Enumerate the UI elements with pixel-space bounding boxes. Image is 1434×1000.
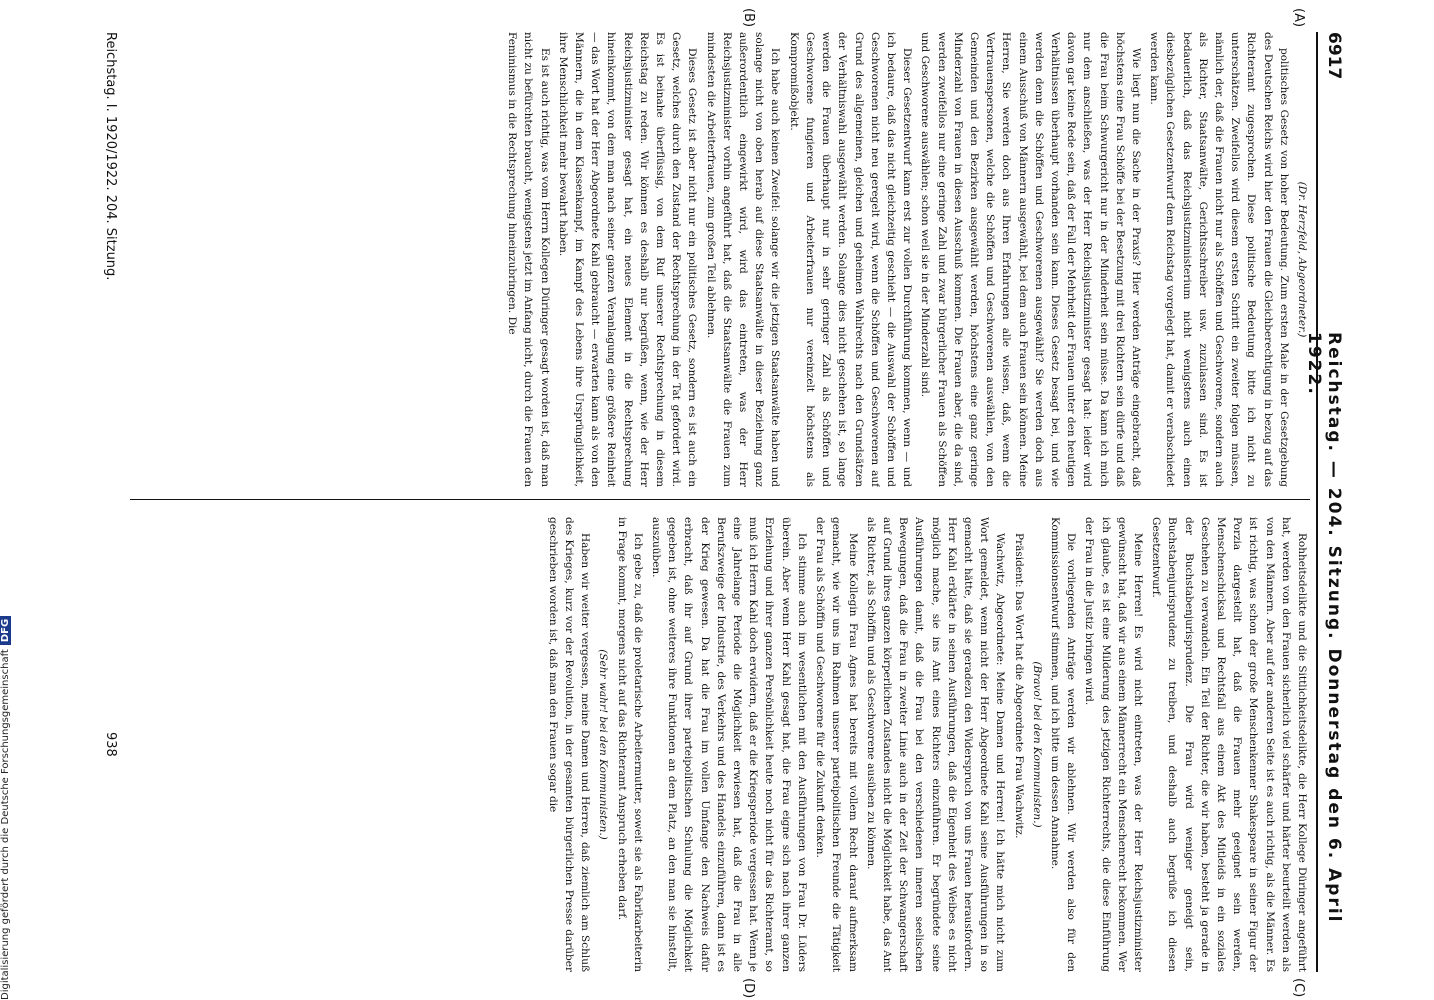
credit-text: Digitalisierung gefördert durch die Deutsche Forschungsgemeinschaft [0,649,11,1000]
applause-note: (Sehr wahr! bei den Kommunisten.) [597,649,610,840]
paragraph: Dieses Gesetz ist aber nicht nur ein politisches Gesetz, sondern es ist auch ein Gesetz, welches durch den Zustand der Rechtsprechung in der Tat gefordert wird. Es ist beinahe überflüssig, von dem Ruf unserer Rechtsprechung in diesem Reichstag zu reden. Wir können es deshalb nur begrüßen, wenn, wie der Herr Reichsjustizminister gesagt hat, ein neues Element in die Rechtsprechung hineinkommt, von dem man nach seiner ganzen Veranlagung eine größere Reinheit — das Wort hat der Herr Abgeordnete Kahl gebraucht — erwarten kann als von den Männern, die in dem Klassenkampf, im Kampf des Lebens ihre Ursprünglichkeit, ihre Menschlichkeit mehr bewahrt haben. [556,32,699,487]
paragraph: Dieser Gesetzentwurf kann erst zur vollen Durchführung kommen, wenn — und ich bedaure, daß das nicht gleichzeitig geschieht — die Auswahl der Schöffen und Geschworenen nicht neu geregelt wird, wenn die Schöffen und Geschworenen auf Grund des allgemeinen, gleichen und geheimen Wahlrechts nach den Grundsätzen der Verhältniswahl ausgewählt werden. Solange dies nicht geschehen ist, so lange werden die Frauen überhaupt nur in sehr geringer Zahl als Schöffen und Geschworene fungieren und Arbeiterfrauen nur vereinzelt höchstens als Kompromißobjekt. [787,32,914,487]
paragraph: Meine Herren! Es wird nicht eintreten, was der Herr Reichsjustizminister gewünscht hat, daß wir aus einem Männerrecht ein Menschenrecht bekommen. Wer ich glaube, es ist eine Milderung des jetzigen Richterrechts, die diese Einführung der Frau in die Justiz bringen wird. [1083,517,1144,972]
header-title: Reichstag. — 204. Sitzung. Donnerstag den 6. April 1922. [1304,332,1344,924]
left-column [130,32,1310,487]
paragraph: Rohheitsdelikte und die Sittlichkeitsdelikte, die Herr Kollege Düringer angeführt hat, werden von den Frauen sicherlich viel schärfer und härter beurteilt werden als von den Männern. Aber auf der anderen Seite ist es auch richtig, als die Männer. Es ist richtig, was schon der große Menschenkenner Shakespeare in seiner Figur der Porzia dargestellt hat, daß die Frauen mehr geeignet sein werden, Menschenschicksal und Rechtsfall aus einem Akt des Mitleids in ein soziales Geschehen zu verwandeln. Ein Teil der Richter, die wir haben, besteht ja gerade in der Buchstabenjurisprudenz. Die Frau wird weniger geneigt sein, Buchstabenjurisprudenz zu treiben, und deshalb auch begrüße ich diesen Gesetzentwurf. [1150,517,1308,972]
paragraph: Haben wir weiter vergessen, meine Damen und Herren, daß ziemlich am Schluß des Krieges, kurz vor der Revolution, in der gesamten bürgerlichen Presse darüber geschrieben worden ist, daß man den Frauen sogar die [546,517,592,972]
margin-marker-c: (C) [1291,978,1306,998]
page-header [1304,32,1346,972]
paragraph: Es ist auch richtig, was vom Herrn Kollegen Düringer gesagt worden ist, daß man nicht zu befürchten braucht, wenigstens jetzt im Anfang nicht, durch die Frauen den Feminismus in die Rechtsprechung hineinzubringen. Die [506,32,551,487]
paragraph: Meine Kollegin Frau Agnes hat bereits mit vollem Recht darauf aufmerksam gemacht, wie wir uns im Rahmen unserer parteipolitischen Freunde die Tätigkeit der Frau als Schöffin und Geschworene für die Zukunft denken. [814,517,859,972]
president-line: Präsident: Das Wort hat die Abgeordnete Frau Wachwitz. [1012,533,1025,839]
paragraph: Wie liegt nun die Sache in der Praxis? Hier werden Anträge eingebracht, daß höchstens eine Frau Schöffe bei der Besetzung mit drei Richtern sein dürfe und daß die Frau beim Schwurgericht nur in der Minderheit sein müsse. Da kann ich mich nur dem anschließen, was der Herr Reichsjustizminister gesagt hat: leider wird davon gar keine Rede sein, daß der Fall der Mehrheit der Frauen unter den heutigen Verhältnissen überhaupt vorhanden sein kann. Dieses Gesetz besagt bei, und wie werden denn die Schöffen und Geschworenen ausgewählt? Sie werden doch aus einem Ausschuß von Männern ausgewählt, bei dem auch Frauen sein können. Meine Herren, Sie werden doch aus Ihren Erfahrungen alle wissen, daß, wenn die Vertrauenspersonen, welche die Schöffen und Geschworenen auswählen, von den Gemeinden und den Bezirken ausgewählt werden, höchstens eine ganz geringe Minderzahl von Frauen in diesen Ausschuß kommen. Die Frauen aber, die da sind, werden zweifellos nur eine geringe Zahl und zwar bürgerlicher Frauen als Schöffen und Geschworene auswählen; schon weil sie in der Minderzahl sind. [919,32,1142,487]
page-footer [98,32,118,972]
digitization-credit [0,0,11,1000]
speaker-intro: (Dr. Herzfeld, Abgeordneter.) [1296,181,1308,338]
column-divider [130,499,1310,500]
dfg-logo: DFG [0,616,11,645]
page-number: 6917 [1324,32,1344,80]
paragraph: Wachwitz, Abgeordnete: Meine Damen und Herren! Ich hätte mich nicht zum Wort gemeldet, wenn nicht der Herr Abgeordnete Kahl seine Ausführungen in so gemacht hätte, daß sie geradezu den Widerspruch von uns Frauen herausfordern. Herr Kahl erklärte in seinen Ausführungen, daß die Eigenheit des Weibes es nicht möglich mache, sie ins Amt eines Richters einzuführen. Er begründete seine Ausführungen damit, daß die Frau bei den verschiedenen inneren seelischen Bewegungen, daß die Frau in zweiter Linie auch in der Zeit der Schwangerschaft auf Grund ihres ganzen körperlichen Zustandes nicht die Möglichkeit habe, das Amt als Richter, als Schöffin und als Geschworene ausüben zu können. [864,517,1007,972]
right-column [130,517,1310,972]
margin-marker-d: (D) [741,978,756,999]
paragraph: Die vorliegenden Anträge werden wir ablehnen. Wir werden also für den Kommissionsentwurf stimmen, und ich bitte um dessen Annahme. [1048,517,1078,972]
paragraph: Ich habe auch keinen Zweifel: solange wir die jetzigen Staatsanwälte haben und solange nicht von oben herab auf diese Staatsanwälte in dieser Beziehung ganz außerordentlich eingewirkt wird, wird das eintreten, was der Herr Reichsjustizminister vorhin angeführt hat, daß die Staatsanwälte die Frauen zum mindesten die Arbeiterfrauen, zum großen Teil ablehnen. [704,32,782,487]
footer-page-number: 938 [103,732,118,757]
margin-marker-a: (A) [1291,8,1306,28]
applause-note: (Bravo! bei den Kommunisten.) [1030,661,1043,828]
paragraph: Ich stimme auch im wesentlichen mit den Ausführungen von Frau Dr. Lüders überein. Aber wenn Herr Kahl gesagt hat, die Frau eigne sich nach ihrer ganzen Erziehung und ihrer ganzen Persönlichkeit heute noch nicht für das Richteramt, so muß ich Herrn Kahl doch erwidern, daß er die Kriegsperiode vergessen hat. Wenn je eine Jahrelange Periode die Möglichkeit erwiesen hat, daß die Frau in alle Berufszweige der Industrie, des Verkehrs und des Handels einzuführen, dann ist es der Krieg gewesen. Da hat die Frau im vollen Umfange den Nachweis dafür erbracht, daß ihr auf Grund ihrer parteipolitischen Schulung die Möglichkeit gegeben ist, ohne weiteres ihre Funktionen an dem Platz, an den man sie hinstellt, auszuüben. [650,517,808,972]
footer-source: Reichstag. I. 1920/1922. 204. Sitzung. [103,32,118,281]
page-content [96,8,1346,999]
paragraph: politisches Gesetz von hoher Bedeutung. Zum ersten Male in der Gesetzgebung des Deutschen Reichs wird hier den Frauen die Gleichberechtigung in bezug auf das Richteramt zugesprochen. Diese politische Bedeutung bitte ich nicht zu unterschätzen. Zweifellos wird diesem ersten Schritt ein zweiter folgen müssen, nämlich der, daß die Frauen nicht nur als Schöffen und Geschworene, sondern auch als Richter, Staatsanwälte, Gerichtsschreiber usw. zuzulassen sind. Es ist bedauerlich, daß das Reichsjustizministerium nicht wenigstens auch einen diesbezüglichen Gesetzentwurf dem Reichstag vorgelegt hat, damit er verabschiedet werden kann. [1148,32,1290,487]
paragraph: Ich gebe zu, daß die proletarische Arbeitermutter, soweit sie als Fabrikarbeiterin in Frage kommt, morgens nicht auf das Richteramt Anspruch erheben darf. [615,517,644,972]
margin-marker-b: (B) [741,8,756,28]
